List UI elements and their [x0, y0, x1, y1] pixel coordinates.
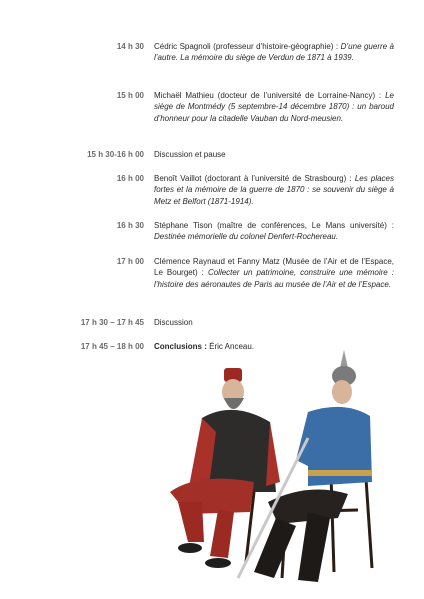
program-time: 17 h 45 – 18 h 00 [80, 342, 144, 351]
program-description [154, 220, 394, 243]
seated-officers-illustration [158, 342, 378, 592]
speaker: Conclusions : [154, 342, 207, 351]
program-description [154, 317, 394, 328]
program-time: 17 h 00 [116, 257, 144, 266]
program-time: 15 h 00 [116, 91, 144, 100]
talk-title: Destinée mémorielle du colonel Denfert-Rochereau. [154, 232, 339, 242]
talk-title: D’une guerre à l’autre. La mémoire du siège de Verdun de 1871 à 1939. [154, 42, 394, 63]
program-time: 16 h 00 [116, 174, 144, 183]
speaker: Discussion [154, 318, 193, 327]
talk-title: Éric Anceau. [209, 342, 255, 351]
talk-title: Les places fortes et la mémoire de la guerre de 1870 : se souvenir du siège à Metz et Belfort (1871-1914). [154, 174, 394, 206]
speaker: Benoît Vaillot (doctorant à l’université de Strasbourg) : [154, 174, 352, 183]
program-time: 14 h 30 [116, 42, 144, 51]
program-time: 15 h 30-16 h 00 [87, 150, 144, 159]
program-description [154, 149, 394, 160]
program-time: 16 h 30 [116, 221, 144, 230]
speaker: Cédric Spagnoli (professeur d’histoire-géographie) : [154, 42, 339, 51]
program-description [154, 173, 394, 207]
french-officer-figure [170, 368, 280, 568]
talk-title: Le siège de Montmédy (5 septembre-14 décembre 1870) : un baroud d’honneur pour la citadelle Vauban du Nord-meusien. [154, 91, 394, 123]
speaker: Michaël Mathieu (docteur de l’université de Lorraine-Nancy) : [154, 91, 382, 100]
talk-title: Collecter un patrimoine, construire une mémoire : l’histoire des aéronautes de Paris au musée de l’Air et de l’Espace. [154, 268, 395, 289]
speaker: Discussion et pause [154, 150, 226, 159]
program-description [154, 41, 394, 64]
program-description [154, 256, 394, 290]
speaker: Clémence Raynaud et Fanny Matz (Musée de l’Air et de l’Espace, Le Bourget) : [154, 257, 394, 278]
program-time: 17 h 30 – 17 h 45 [80, 318, 144, 327]
program-description [154, 90, 394, 124]
speaker: Stéphane Tison (maître de conférences, Le Mans université) : [154, 221, 394, 230]
